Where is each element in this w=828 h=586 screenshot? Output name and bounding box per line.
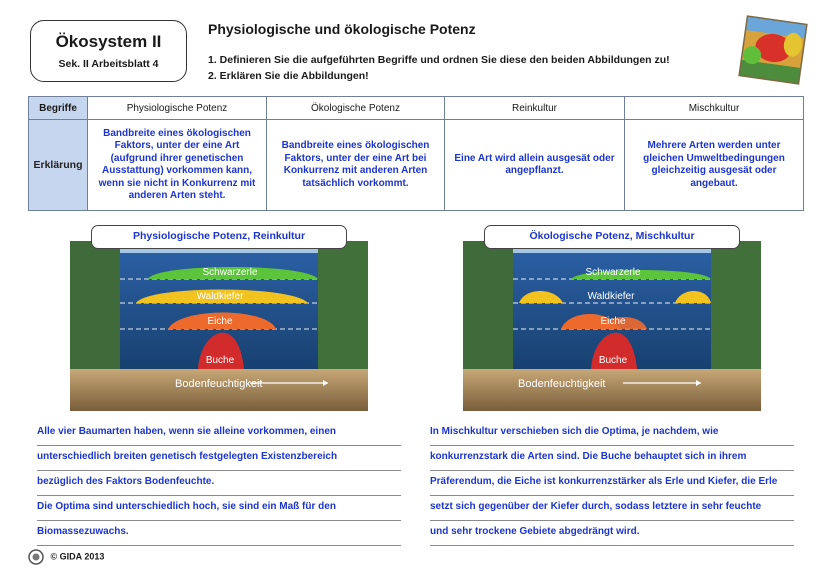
table-header-cell: Reinkultur (445, 97, 625, 120)
table-header-cell: Mischkultur (625, 97, 804, 120)
thumbnail-map-icon (737, 14, 809, 86)
row-label: Erklärung (29, 120, 88, 211)
species-label-schwarzerle: Schwarzerle (585, 267, 641, 278)
answer-right-line-5[interactable]: und sehr trockene Gebiete abgedrängt wird. (430, 525, 794, 546)
axis-label: Bodenfeuchtigkeit (518, 378, 606, 390)
answer-left-line-1[interactable]: Alle vier Baumarten haben, wenn sie alleine vorkommen, einen (37, 425, 401, 446)
page-heading: Physiologische und ökologische Potenz (208, 21, 476, 37)
figure-right-caption: Ökologische Potenz, Mischkultur (484, 225, 740, 249)
table-header-cell: Ökologische Potenz (267, 97, 445, 120)
answer-left-line-5[interactable]: Biomassezuwachs. (37, 525, 401, 546)
answer-left-line-4[interactable]: Die Optima sind unterschiedlich hoch, sie sind ein Maß für den (37, 500, 401, 521)
worksheet-title-box (30, 20, 187, 82)
definition-physiological[interactable]: Bandbreite eines ökologischen Faktors, unter der eine Art (aufgrund ihrer genetischen Ausstattung) vorkommen kann, wenn sie nicht in Konkurrenz mit anderen Arten steht. (88, 120, 267, 211)
species-label-buche: Buche (598, 355, 628, 366)
species-label-waldkiefer: Waldkiefer (196, 291, 244, 302)
table-header-cell: Begriffe (29, 97, 88, 120)
answer-left-line-2[interactable]: unterschiedlich breiten genetisch festgelegten Existenzbereich (37, 450, 401, 471)
definitions-table (28, 96, 804, 211)
footer (28, 549, 104, 565)
answer-right-line-2[interactable]: konkurrenzstark die Arten sind. Die Buche behauptet sich in ihrem (430, 450, 794, 471)
answer-right-line-4[interactable]: setzt sich gegenüber der Kiefer durch, sodass letztere in sehr feuchte (430, 500, 794, 521)
table-header-cell: Physiologische Potenz (88, 97, 267, 120)
figure-mixed-culture (463, 241, 761, 411)
table-row (29, 120, 804, 211)
species-label-eiche: Eiche (600, 316, 626, 327)
copyright-text: © GIDA 2013 (50, 551, 105, 562)
task-1: 1. Definieren Sie die aufgeführten Begriffe und ordnen Sie diese den beiden Abbildungen zu! (208, 54, 670, 66)
task-2: 2. Erklären Sie die Abbildungen! (208, 70, 369, 82)
worksheet-title: Ökosystem II (55, 32, 162, 51)
species-label-eiche: Eiche (207, 316, 233, 327)
figure-monoculture (70, 241, 368, 411)
worksheet-subtitle: Sek. II Arbeitsblatt 4 (58, 58, 159, 70)
table-header-row (29, 97, 804, 120)
answer-right-line-1[interactable]: In Mischkultur verschieben sich die Optima, je nachdem, wie (430, 425, 794, 446)
species-label-buche: Buche (205, 355, 235, 366)
axis-label: Bodenfeuchtigkeit (175, 378, 263, 390)
definition-mixed-culture[interactable]: Mehrere Arten werden unter gleichen Umweltbedingungen gleichzeitig ausgesät oder angebaut. (625, 120, 804, 211)
gida-logo-icon (28, 549, 44, 565)
definition-monoculture[interactable]: Eine Art wird allein ausgesät oder angepflanzt. (445, 120, 625, 211)
answer-left-line-3[interactable]: bezüglich des Faktors Bodenfeuchte. (37, 475, 401, 496)
answer-right-line-3[interactable]: Präferendum, die Eiche ist konkurrenzstärker als Erle und Kiefer, die Erle (430, 475, 794, 496)
definition-ecological[interactable]: Bandbreite eines ökologischen Faktors, unter der eine Art bei Konkurrenz mit anderen Arten tatsächlich vorkommt. (267, 120, 445, 211)
species-label-schwarzerle: Schwarzerle (202, 267, 258, 278)
figure-left-caption: Physiologische Potenz, Reinkultur (91, 225, 347, 249)
species-label-waldkiefer: Waldkiefer (587, 291, 635, 302)
